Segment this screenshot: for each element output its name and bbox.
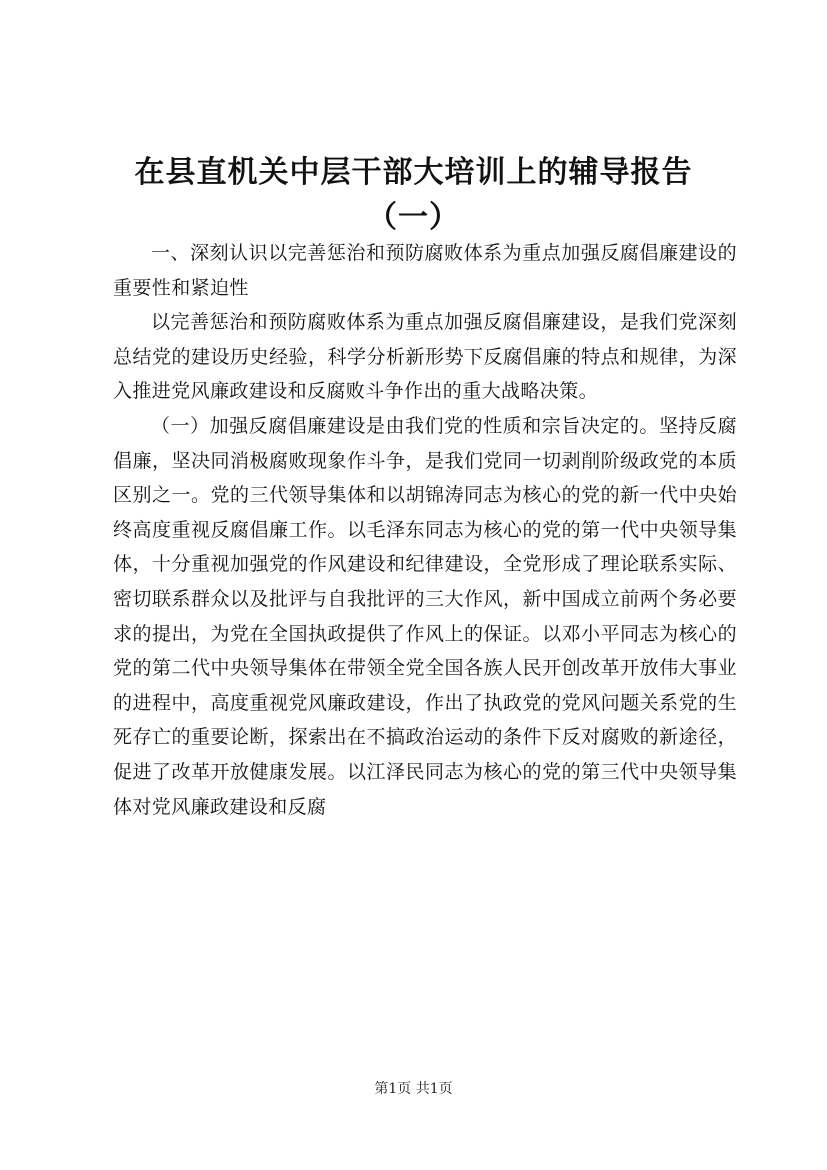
section-heading: 一、深刻认识以完善惩治和预防腐败体系为重点加强反腐倡廉建设的重要性和紧迫性 [113, 242, 737, 299]
page-footer: 第1页 共1页 [374, 1081, 453, 1097]
body-paragraph: 以完善惩治和预防腐败体系为重点加强反腐倡廉建设，是我们党深刻总结党的建设历史经验，科学分析新形势下反腐倡廉的特点和规律，为深入推进党风廉政建设和反腐败斗争作出的重大战略决策。 [113, 311, 737, 403]
body-paragraph: （一）加强反腐倡廉建设是由我们党的性质和宗旨决定的。坚持反腐倡廉，坚决同消极腐败现象作斗争，是我们党同一切剥削阶级政党的本质区别之一。党的三代领导集体和以胡锦涛同志为核心的党的新一代中央始终高度重视反腐倡廉工作。以毛泽东同志为核心的党的第一代中央领导集体，十分重视加强党的作风建设和纪律建设，全党形成了理论联系实际、密切联系群众以及批评与自我批评的三大作风，新中国成立前两个务必要求的提出，为党在全国执政提供了作风上的保证。以邓小平同志为核心的党的第二代中央领导集体在带领全党全国各族人民开创改革开放伟大事业的进程中，高度重视党风廉政建设，作出了执政党的党风问题关系党的生死存亡的重要论断，探索出在不搞政治运动的条件下反对腐败的新途径，促进了改革开放健康发展。以江泽民同志为核心的党的第三代中央领导集体对党风廉政建设和反腐 [113, 414, 737, 818]
document-subtitle: （一） [367, 200, 460, 235]
document-title: 在县直机关中层干部大培训上的辅导报告 [134, 155, 693, 190]
document-body [113, 236, 737, 824]
